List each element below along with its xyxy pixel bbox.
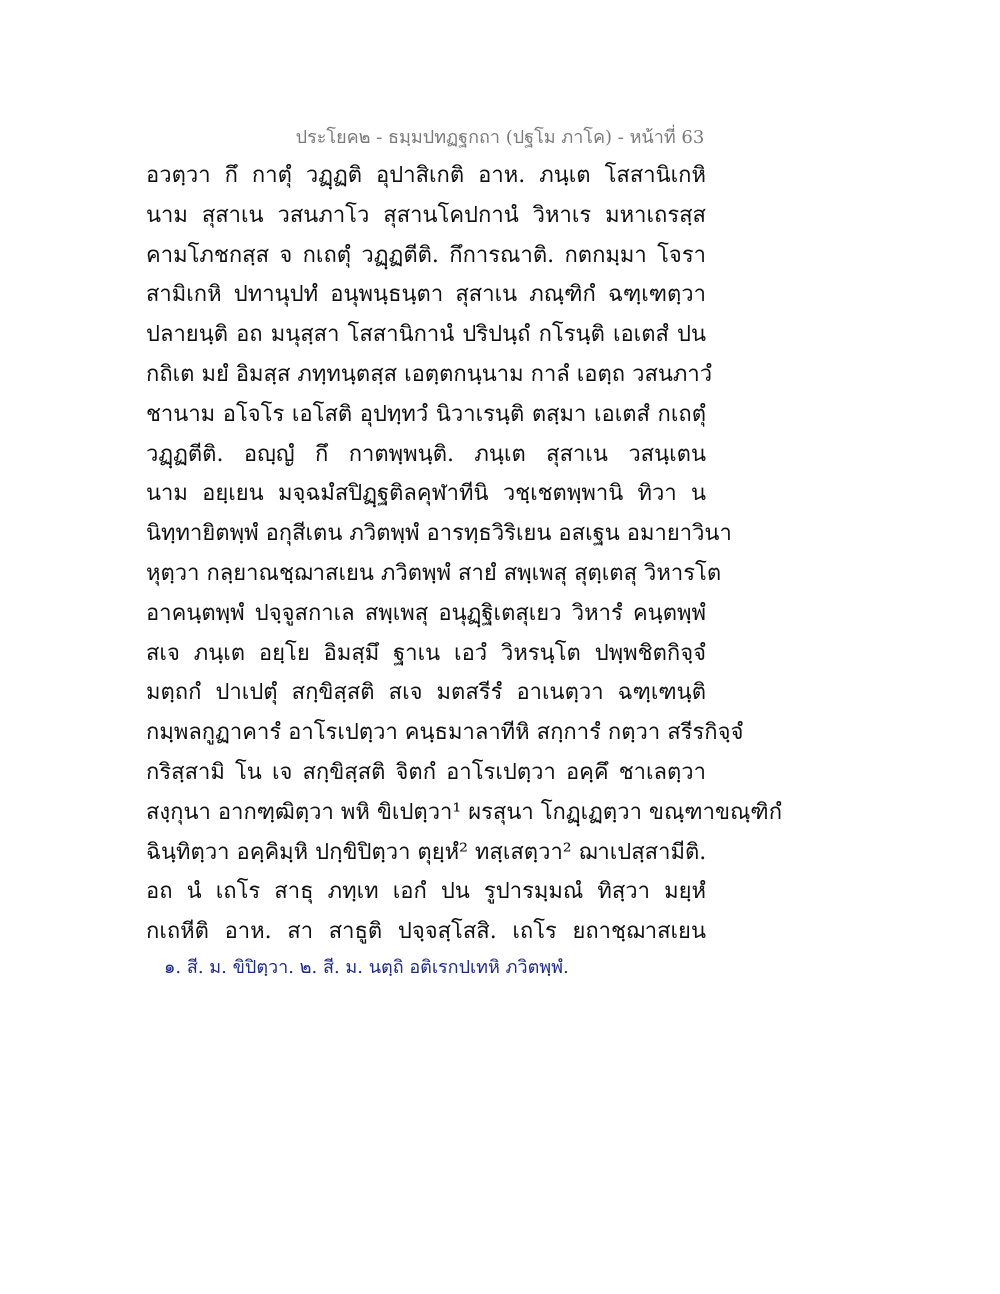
text-line: สงฺกุนา อากฑฺฒิตฺวา พหิ ขิเปตฺวา¹ ผรสุนา โกฏฺเฏตฺวา ขณฺฑาขณฺฑิกํ bbox=[146, 799, 783, 825]
text-line: สามิเกหิ ปทานุปทํ อนุพนฺธนฺตา สุสาเน ภณฺฑิกํ ฉฑฺเฑตฺวา bbox=[146, 282, 706, 308]
text-line: นาม สุสาเน วสนภาโว สุสานโคปกานํ วิหาเร มหาเถรสฺส bbox=[146, 202, 706, 228]
text-line: อวตฺวา กึ กาตุํ วฏฺฏติ อุปาสิเกติ อาห. ภนฺเต โสสานิเกหิ bbox=[146, 163, 706, 188]
text-line: หุตฺวา กลฺยาณชฺฌาสเยน ภวิตพฺพํ สายํ สพฺเพสุ สุตฺเตสุ วิหารโต bbox=[146, 560, 722, 586]
text-line: อถ นํ เถโร สาธุ ภทฺเท เอกํ ปน รูปารมฺมณํ ทิสฺวา มยฺหํ bbox=[146, 879, 706, 905]
text-line: วฏฺฏตีติ. อญฺญํ กึ กาตพฺพนฺติ. ภนฺเต สุสาเน วสนฺเตน bbox=[146, 441, 706, 467]
text-line: สเจ ภนฺเต อยฺโย อิมสฺมึ ฐาเน เอวํ วิหรนฺโต ปพฺพชิตกิจฺจํ bbox=[146, 640, 706, 666]
running-header: ประโยค๒ - ธมฺมปทฏฐกถา (ปฐโม ภาโค) - หน้าที่ 63 bbox=[295, 127, 705, 148]
footnotes: ๑. สี. ม. ขิปิตฺวา. ๒. สี. ม. นตฺถิ อติเรกปเทหิ ภวิตพฺพํ. bbox=[164, 957, 569, 978]
text-line: มตฺถกํ ปาเปตุํ สกฺขิสฺสติ สเจ มตสรีรํ อาเนตฺวา ฉฑฺเฑนฺติ bbox=[146, 680, 706, 706]
text-line: อาคนฺตพฺพํ ปจฺจูสกาเล สพฺเพสุ อนุฏฺฐิเตสุเยว วิหารํ คนฺตพฺพํ bbox=[146, 600, 706, 626]
text-line: ปลายนฺติ อถ มนุสฺสา โสสานิกานํ ปริปนฺถํ กโรนฺติ เอเตสํ ปน bbox=[146, 322, 706, 348]
text-line: กมฺพลกูฏาคารํ อาโรเปตฺวา คนฺธมาลาทีหิ สกฺการํ กตฺวา สรีรกิจฺจํ bbox=[146, 720, 744, 746]
body-text bbox=[146, 156, 783, 952]
text-line: กริสฺสามิ โน เจ สกฺขิสฺสติ จิตกํ อาโรเปตฺวา อคฺคึ ชาเลตฺวา bbox=[146, 759, 706, 785]
text-line: กเถหีติ อาห. สา สาธูติ ปจฺจสฺโสสิ. เถโร ยถาชฺฌาสเยน bbox=[146, 919, 706, 945]
text-line: คามโภชกสฺส จ กเถตุํ วฏฺฏตีติ. กึการณาติ. กตกมฺมา โจรา bbox=[146, 242, 706, 268]
text-line: ฉินฺทิตฺวา อคฺคิมฺหิ ปกฺขิปิตฺวา ตุยฺหํ² ทสฺเสตฺวา² ฌาเปสฺสามีติ. bbox=[146, 839, 707, 865]
text-line: ชานาม อโจโร เอโสติ อุปทฺทวํ นิวาเรนฺติ ตสฺมา เอเตสํ กเถตุํ bbox=[146, 401, 706, 427]
text-line: นาม อยฺเยน มจฺฉมํสปิฏฺฐติลคุฬาทีนิ วชฺเชตพฺพานิ ทิวา น bbox=[146, 481, 706, 507]
text-line: นิทฺทายิตพฺพํ อกุสีเตน ภวิตพฺพํ อารทฺธวิริเยน อสเฐน อมายาวินา bbox=[146, 521, 732, 547]
text-line: กถิเต มยํ อิมสฺส ภทฺทนฺตสฺส เอตฺตกนฺนาม กาลํ เอตฺถ วสนภาวํ bbox=[146, 361, 713, 387]
